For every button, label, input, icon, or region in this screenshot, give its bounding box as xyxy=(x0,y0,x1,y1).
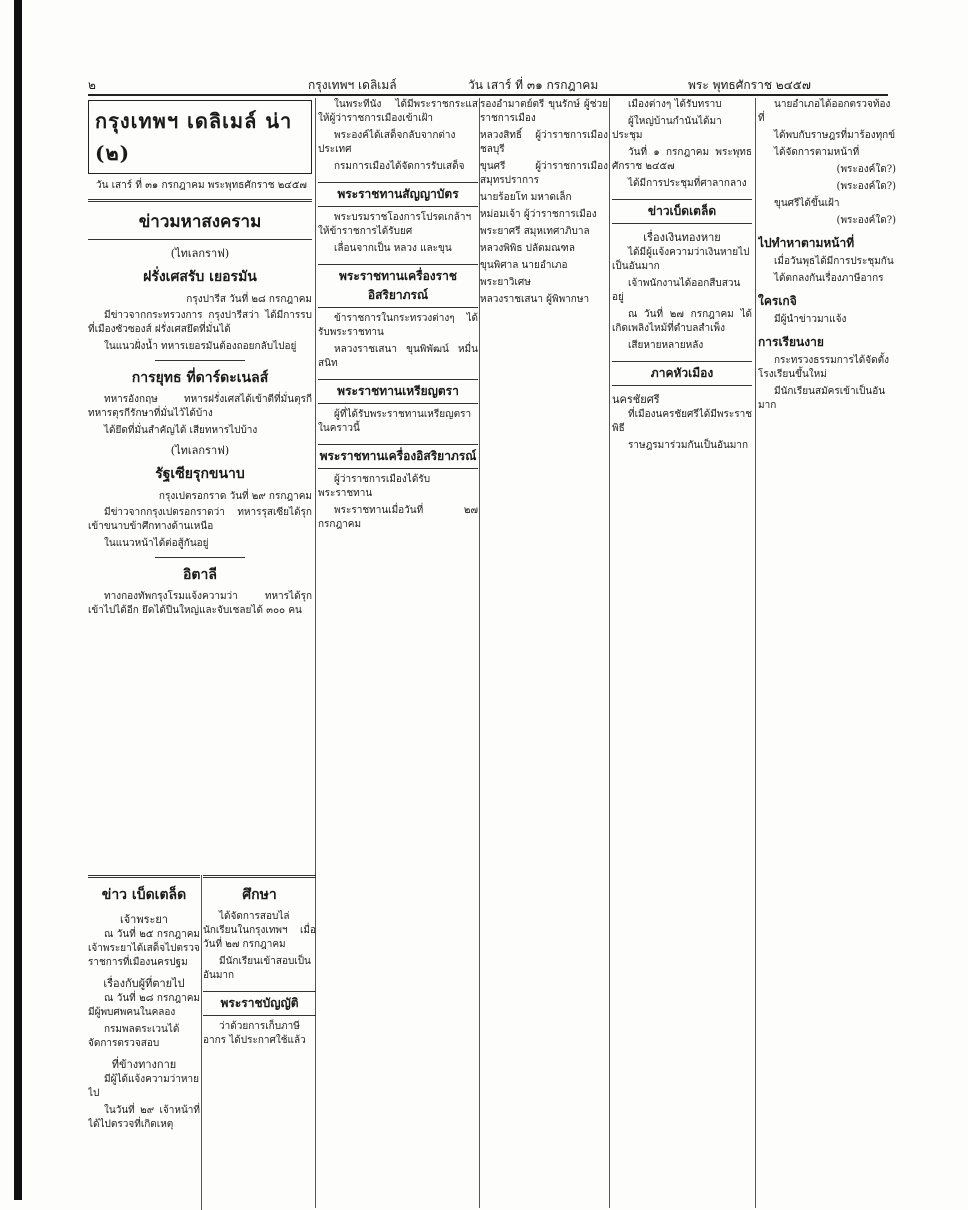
story-text: มีข่าวจากกระทรวงการ กรุงปารีสว่า ได้มีการรบที่เมืองซัวซองส์ ฝรั่งเศสยึดที่มั่นได้ xyxy=(88,310,312,335)
story-text: ได้ยึดที่มั่นสำคัญได้ เสียทหารไปบ้าง xyxy=(104,425,258,436)
page-number: ๒ xyxy=(88,78,96,92)
story-text: ในพระที่นั่ง ได้มีพระราชกระแสให้ผู้ว่าราชการเมืองเข้าเฝ้า xyxy=(318,99,478,124)
section-title: พระราชทานเหรียญตรา xyxy=(318,379,478,404)
story-text: ได้มีการประชุมที่ศาลากลาง xyxy=(628,178,747,189)
story-text: ที่เมืองนครชัยศรีได้มีพระราชพิธี xyxy=(612,409,752,434)
story-dateline: กรุงปารีส วันที่ ๒๘ กรกฎาคม xyxy=(186,294,312,305)
section-title: พระราชบัญญัติ xyxy=(203,991,316,1016)
story-title: การยุทธ ที่ดาร์ดะเนลส์ xyxy=(131,370,269,386)
query-note: (พระองค์ใด?) xyxy=(836,181,896,192)
subheading: เรื่องเงินทองหาย xyxy=(643,231,721,244)
column-rule xyxy=(201,875,202,1210)
paper-title: กรุงเทพฯ เดลิเมล์ xyxy=(308,78,397,92)
section-title: ไปทำหาตามหน้าที่ xyxy=(758,236,855,250)
issue-date: วัน เสาร์ ที่ ๓๑ กรกฎาคม xyxy=(468,78,599,92)
column-3 xyxy=(480,98,608,1208)
story-text: ผู้ที่ได้รับพระราชทานเหรียญตราในคราวนี้ xyxy=(318,409,472,434)
section-title: ข่าวเบ็ดเตล็ด xyxy=(612,199,752,224)
story-text: ได้มีผู้แจ้งความว่าเงินหายไปเป็นอันมาก xyxy=(612,247,750,272)
section-title: การเรียนงาย xyxy=(758,335,824,349)
query-note: (พระองค์ใด?) xyxy=(836,215,896,226)
story-text: หลวงสิทธิ์ ผู้ว่าราชการเมืองชลบุรี xyxy=(480,130,608,155)
story-text: กรมพลตระเวนได้จัดการตรวจสอบ xyxy=(88,1024,180,1049)
story-text: หลวงพิพิธ ปลัดมณฑล xyxy=(480,243,575,254)
story-text: ได้จัดการตามหน้าที่ xyxy=(774,147,860,158)
story-text: ณ วันที่ ๒๗ กรกฎาคม ได้เกิดเพลิงไหม้ที่ตำบลสำเพ็ง xyxy=(612,309,752,334)
story-text: เสียหายหลายหลัง xyxy=(628,340,704,351)
column-rule xyxy=(609,98,610,1208)
section-title: พระราชทานเครื่องราชอิสริยาภรณ์ xyxy=(318,264,478,308)
section-dateline: วัน เสาร์ ที่ ๓๑ กรกฎาคม พระพุทธศักราช ๒๔๕๗ xyxy=(96,180,307,191)
story-text: ทางกองทัพกรุงโรมแจ้งความว่า ทหารได้รุกเข้าไปได้อีก ยึดได้ปืนใหญ่และจับเชลยได้ ๓๐๐ คน xyxy=(88,591,312,616)
story-text: พระราชทานเมื่อวันที่ ๒๗ กรกฎาคม xyxy=(318,505,478,530)
story-text: ณ วันที่ ๒๘ กรกฎาคม มีผู้พบศพคนในคลอง xyxy=(88,993,200,1018)
story-text: เลื่อนจากเป็น หลวง และขุน xyxy=(334,243,452,254)
story-text: หลวงราชเสนา ผู้พิพากษา xyxy=(480,294,590,305)
story-text: มีนักเรียนสมัครเข้าเป็นอันมาก xyxy=(758,386,886,411)
story-text: ผู้ว่าราชการเมืองได้รับพระราชทาน xyxy=(318,474,431,499)
story-text: นายร้อยโท มหาดเล็ก xyxy=(480,192,572,203)
column-1c xyxy=(203,875,316,1210)
subheading: เรื่องกับผู้ที่ตายไป xyxy=(103,977,185,990)
rule xyxy=(155,360,245,361)
story-text: ขุนศรีได้ขึ้นเฝ้า xyxy=(774,198,840,209)
story-title: ฝรั่งเศสรับ เยอรมัน xyxy=(143,269,257,285)
section-title: ใครเกจิ xyxy=(758,294,797,308)
wire-credit: (ไทเลกราฟ) xyxy=(170,444,230,457)
masthead-rule xyxy=(88,94,888,96)
story-text: กรมการเมืองได้จัดการรับเสด็จ xyxy=(334,161,465,172)
issue-year: พระ พุทธศักราช ๒๔๕๗ xyxy=(688,78,811,92)
story-text: ทหารอังกฤษ ทหารฝรั่งเศสได้เข้าตีที่มั่นตุรกี ทหารตุรกีรักษาที่มั่นไว้ได้บ้าง xyxy=(88,394,312,419)
section-title: ข่าว เบ็ดเตล็ด xyxy=(101,887,187,903)
story-dateline: กรุงเปตรอกราด วันที่ ๒๙ กรกฎาคม xyxy=(158,491,312,502)
story-text: ขุนพิศาล นายอำเภอ xyxy=(480,260,568,271)
section-title: ข่าวมหาสงคราม xyxy=(138,212,262,232)
section-header-box: กรุงเทพฯ เดลิเมล์ น่า (๒) xyxy=(88,100,312,174)
story-text: เมืองต่างๆ ได้รับทราบ xyxy=(628,99,722,110)
story-text: ราษฎรมาร่วมกันเป็นอันมาก xyxy=(628,440,749,451)
story-text: ได้ตกลงกันเรื่องภาษีอากร xyxy=(774,273,884,284)
story-text: มีนักเรียนเข้าสอบเป็นอันมาก xyxy=(203,956,311,981)
story-text: เมื่อวันพุธได้มีการประชุมกัน xyxy=(774,256,894,267)
column-2 xyxy=(318,98,478,1208)
story-text: วันที่ ๑ กรกฎาคม พระพุทธศักราช ๒๔๕๗ xyxy=(612,147,752,172)
story-text: นายอำเภอได้ออกตรวจท้องที่ xyxy=(758,99,891,124)
story-text: ได้จัดการสอบไล่นักเรียนในกรุงเทพฯ เมื่อวันที่ ๒๗ กรกฎาคม xyxy=(203,911,316,950)
story-text: ข้าราชการในกระทรวงต่างๆ ได้รับพระราชทาน xyxy=(318,313,478,338)
story-text: มีผู้นำข่าวมาแจ้ง xyxy=(774,314,847,325)
story-title: อิตาลี xyxy=(183,567,217,583)
story-text: หม่อมเจ้า ผู้ว่าราชการเมือง xyxy=(480,209,597,220)
story-text: ผู้ใหญ่บ้านกำนันได้มาประชุม xyxy=(612,116,722,141)
subheading: เจ้าพระยา xyxy=(119,913,169,926)
column-rule xyxy=(755,98,756,1208)
story-text: หลวงราชเสนา ขุนพิพัฒน์ หมื่นสนิท xyxy=(318,344,478,369)
story-text: ว่าด้วยการเก็บภาษีอากร ได้ประกาศใช้แล้ว xyxy=(203,1021,306,1046)
page-masthead xyxy=(88,74,888,94)
section-title: ศึกษา xyxy=(242,887,277,903)
story-text: เจ้าพนักงานได้ออกสืบสวนอยู่ xyxy=(612,278,741,303)
section-title: พระราชทานสัญญาบัตร xyxy=(318,182,478,207)
rule xyxy=(88,239,312,240)
double-rule xyxy=(88,875,200,878)
story-text: ในแนวฝั่งน้ำ ทหารเยอรมันต้องถอยกลับไปอยู่ xyxy=(104,341,297,352)
column-1b xyxy=(88,875,200,1210)
section-title: พระราชทานเครื่องอิสริยาภรณ์ xyxy=(318,444,478,469)
story-text: รองอำมาตย์ตรี ขุนรักษ์ ผู้ช่วยราชการเมือง xyxy=(480,99,608,124)
story-text: พระองค์ได้เสด็จกลับจากต่างประเทศ xyxy=(318,130,456,155)
story-text: พระยาวิเศษ xyxy=(480,277,531,288)
wire-credit: (ไทเลกราฟ) xyxy=(170,247,230,260)
story-title: รัฐเซียรุกขนาบ xyxy=(155,466,245,482)
column-5 xyxy=(758,98,896,1208)
story-text: ณ วันที่ ๒๕ กรกฎาคม เจ้าพระยาได้เสด็จไปตรวจราชการที่เมืองนครปฐม xyxy=(88,929,200,968)
story-text: พระยาศรี สมุหเทศาภิบาล xyxy=(480,226,590,237)
story-text: ขุนศรี ผู้ว่าราชการเมืองสมุทรปราการ xyxy=(480,161,608,186)
rule xyxy=(155,557,245,558)
double-rule xyxy=(88,199,312,202)
double-rule xyxy=(203,875,316,878)
query-note: (พระองค์ใด?) xyxy=(836,164,896,175)
column-4 xyxy=(612,98,752,1208)
subheading: ที่ข้างทางกาย xyxy=(111,1058,177,1071)
story-text: มีผู้ได้แจ้งความว่าหายไป xyxy=(88,1074,199,1099)
story-text: ในแนวหน้าได้ต่อสู้กันอยู่ xyxy=(104,538,209,549)
story-text: พระบรมราชโองการโปรดเกล้าฯ ให้ข้าราชการได้รับยศ xyxy=(318,212,472,237)
story-text: มีข่าวจากกรุงเปตรอกราดว่า ทหารรุสเซียได้รุกเข้าขนาบข้าศึกทางด้านเหนือ xyxy=(88,507,312,532)
story-text: ได้พบกับราษฎรที่มาร้องทุกข์ xyxy=(774,130,896,141)
story-text: กระทรวงธรรมการได้จัดตั้งโรงเรียนขึ้นใหม่ xyxy=(758,355,889,380)
column-1 xyxy=(88,98,312,873)
section-title: ภาคหัวเมือง xyxy=(612,361,752,386)
subheading: นครชัยศรี xyxy=(612,393,660,406)
scan-edge-strip xyxy=(14,0,22,1200)
story-text: ในวันที่ ๒๙ เจ้าหน้าที่ได้ไปตรวจที่เกิดเหตุ xyxy=(88,1105,200,1130)
